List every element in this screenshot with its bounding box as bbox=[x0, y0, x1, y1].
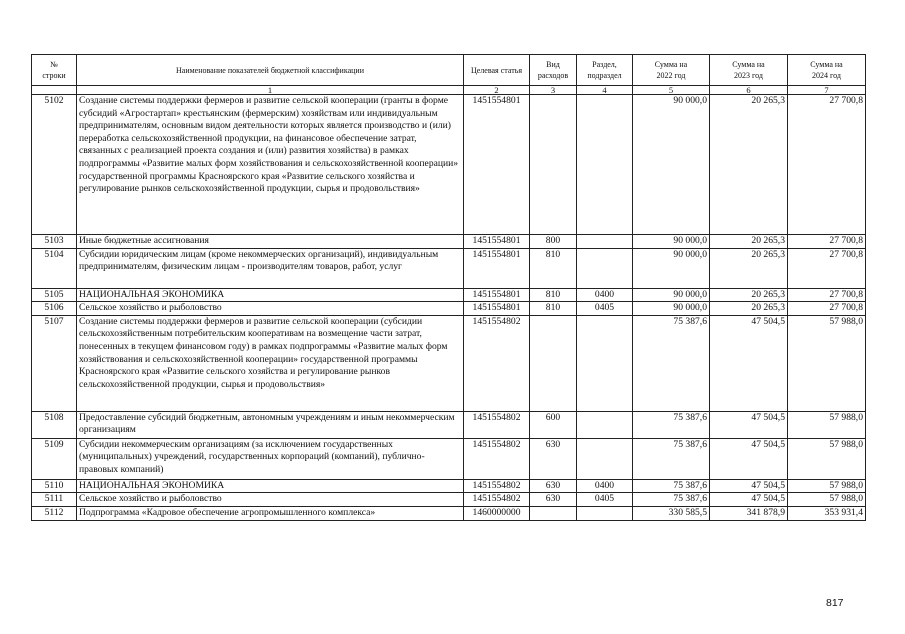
header-sum-2023: Сумма на 2023 год bbox=[710, 55, 788, 86]
row-number-cell: 5102 bbox=[32, 95, 77, 235]
sum-2022-cell: 75 387,6 bbox=[633, 315, 710, 411]
column-number: 3 bbox=[530, 86, 577, 95]
budget-table bbox=[31, 54, 866, 521]
sum-2024-cell: 353 931,4 bbox=[788, 506, 866, 520]
expense-type-cell: 810 bbox=[530, 302, 577, 316]
row-number-cell: 5106 bbox=[32, 302, 77, 316]
expense-type-cell: 800 bbox=[530, 235, 577, 249]
section-cell: 0400 bbox=[577, 288, 633, 302]
sum-2024-cell: 27 700,8 bbox=[788, 235, 866, 249]
sum-2022-cell: 90 000,0 bbox=[633, 302, 710, 316]
expense-type-cell bbox=[530, 95, 577, 235]
expense-type-cell: 630 bbox=[530, 479, 577, 493]
section-cell bbox=[577, 315, 633, 411]
header-target: Целевая статья bbox=[464, 55, 530, 86]
sum-2023-cell: 47 504,5 bbox=[710, 315, 788, 411]
sum-2024-cell: 57 988,0 bbox=[788, 438, 866, 479]
sum-2024-cell: 27 700,8 bbox=[788, 95, 866, 235]
sum-2022-cell: 90 000,0 bbox=[633, 288, 710, 302]
header-sum-2024: Сумма на 2024 год bbox=[788, 55, 866, 86]
target-article-cell: 1451554801 bbox=[464, 235, 530, 249]
header-sum-2022: Сумма на 2022 год bbox=[633, 55, 710, 86]
sum-2023-cell: 47 504,5 bbox=[710, 493, 788, 507]
sum-2024-cell: 27 700,8 bbox=[788, 288, 866, 302]
section-cell: 0405 bbox=[577, 302, 633, 316]
header-row-number: № строки bbox=[32, 55, 77, 86]
section-cell bbox=[577, 95, 633, 235]
row-number-cell: 5104 bbox=[32, 248, 77, 288]
target-article-cell: 1460000000 bbox=[464, 506, 530, 520]
table-row bbox=[32, 288, 866, 302]
sum-2024-cell: 57 988,0 bbox=[788, 315, 866, 411]
sum-2022-cell: 75 387,6 bbox=[633, 411, 710, 438]
expense-type-cell: 600 bbox=[530, 411, 577, 438]
target-article-cell: 1451554801 bbox=[464, 95, 530, 235]
table-row bbox=[32, 493, 866, 507]
table-row bbox=[32, 438, 866, 479]
expense-type-cell: 630 bbox=[530, 493, 577, 507]
section-cell bbox=[577, 438, 633, 479]
table-row bbox=[32, 479, 866, 493]
sum-2022-cell: 75 387,6 bbox=[633, 493, 710, 507]
column-number: 1 bbox=[77, 86, 464, 95]
sum-2024-cell: 57 988,0 bbox=[788, 493, 866, 507]
indicator-name-cell: Подпрограмма «Кадровое обеспечение агропромышленного комплекса» bbox=[77, 506, 464, 520]
table-row bbox=[32, 302, 866, 316]
indicator-name-cell: Субсидии юридическим лицам (кроме некоммерческих организаций), индивидуальным предпринимателям, физическим лицам - производителям товаров, работ, услуг bbox=[77, 248, 464, 288]
header-section: Раздел, подраздел bbox=[577, 55, 633, 86]
row-number-cell: 5108 bbox=[32, 411, 77, 438]
column-numbers-row bbox=[32, 86, 866, 95]
table-row bbox=[32, 411, 866, 438]
target-article-cell: 1451554802 bbox=[464, 438, 530, 479]
target-article-cell: 1451554802 bbox=[464, 493, 530, 507]
target-article-cell: 1451554802 bbox=[464, 411, 530, 438]
indicator-name-cell: Субсидии некоммерческим организациям (за исключением государственных (муниципальных) учреждений, государственных корпораций (компаний), публично-правовых компаний) bbox=[77, 438, 464, 479]
expense-type-cell bbox=[530, 315, 577, 411]
table-row bbox=[32, 315, 866, 411]
expense-type-cell: 810 bbox=[530, 248, 577, 288]
row-number-cell: 5112 bbox=[32, 506, 77, 520]
sum-2022-cell: 75 387,6 bbox=[633, 479, 710, 493]
indicator-name-cell: Сельское хозяйство и рыболовство bbox=[77, 493, 464, 507]
row-number-cell: 5111 bbox=[32, 493, 77, 507]
expense-type-cell bbox=[530, 506, 577, 520]
column-number bbox=[32, 86, 77, 95]
sum-2023-cell: 47 504,5 bbox=[710, 438, 788, 479]
section-cell bbox=[577, 411, 633, 438]
sum-2022-cell: 90 000,0 bbox=[633, 248, 710, 288]
section-cell bbox=[577, 506, 633, 520]
sum-2023-cell: 20 265,3 bbox=[710, 248, 788, 288]
indicator-name-cell: Предоставление субсидий бюджетным, автономным учреждениям и иным некоммерческим организациям bbox=[77, 411, 464, 438]
target-article-cell: 1451554802 bbox=[464, 479, 530, 493]
page-number: 817 bbox=[826, 597, 844, 609]
sum-2023-cell: 20 265,3 bbox=[710, 302, 788, 316]
section-cell: 0405 bbox=[577, 493, 633, 507]
expense-type-cell: 630 bbox=[530, 438, 577, 479]
row-number-cell: 5107 bbox=[32, 315, 77, 411]
header-name: Наименование показателей бюджетной классификации bbox=[77, 55, 464, 86]
section-cell: 0400 bbox=[577, 479, 633, 493]
sum-2023-cell: 47 504,5 bbox=[710, 479, 788, 493]
table-row bbox=[32, 95, 866, 235]
indicator-name-cell: Сельское хозяйство и рыболовство bbox=[77, 302, 464, 316]
sum-2022-cell: 90 000,0 bbox=[633, 235, 710, 249]
target-article-cell: 1451554801 bbox=[464, 302, 530, 316]
sum-2024-cell: 27 700,8 bbox=[788, 302, 866, 316]
column-number: 5 bbox=[633, 86, 710, 95]
table-body bbox=[32, 95, 866, 521]
indicator-name-cell: Создание системы поддержки фермеров и развитие сельской кооперации (субсидии сельскохозяйственным потребительским кооперативам на возмещение части затрат, понесенных в текущем финансовом году) в рамках подпрограммы «Развитие малых форм хозяйствования и сельскохозяйственной кооперации» государственной программы Красноярского края «Развитие сельского хозяйства и регулирование рынков сельскохозяйственной продукции, сырья и продовольствия» bbox=[77, 315, 464, 411]
sum-2023-cell: 341 878,9 bbox=[710, 506, 788, 520]
column-number: 7 bbox=[788, 86, 866, 95]
sum-2023-cell: 20 265,3 bbox=[710, 95, 788, 235]
header-row bbox=[32, 55, 866, 86]
table-row bbox=[32, 248, 866, 288]
table-row bbox=[32, 235, 866, 249]
header-kind: Вид расходов bbox=[530, 55, 577, 86]
expense-type-cell: 810 bbox=[530, 288, 577, 302]
section-cell bbox=[577, 248, 633, 288]
sum-2022-cell: 90 000,0 bbox=[633, 95, 710, 235]
sum-2023-cell: 47 504,5 bbox=[710, 411, 788, 438]
sum-2024-cell: 57 988,0 bbox=[788, 479, 866, 493]
column-number: 4 bbox=[577, 86, 633, 95]
row-number-cell: 5109 bbox=[32, 438, 77, 479]
row-number-cell: 5110 bbox=[32, 479, 77, 493]
indicator-name-cell: Иные бюджетные ассигнования bbox=[77, 235, 464, 249]
section-cell bbox=[577, 235, 633, 249]
target-article-cell: 1451554801 bbox=[464, 288, 530, 302]
sum-2024-cell: 57 988,0 bbox=[788, 411, 866, 438]
target-article-cell: 1451554802 bbox=[464, 315, 530, 411]
column-number: 6 bbox=[710, 86, 788, 95]
sum-2023-cell: 20 265,3 bbox=[710, 235, 788, 249]
indicator-name-cell: Создание системы поддержки фермеров и развитие сельской кооперации (гранты в форме субсидий «Агростартап» крестьянским (фермерским) хозяйствам или индивидуальным предпринимателям, основным видом деятельности которых является производство и (или) переработка сельскохозяйственной продукции, на финансовое обеспечение затрат, связанных с реализацией проекта создания и (или) развития хозяйства) в рамках подпрограммы «Развитие малых форм хозяйствования и сельскохозяйственной кооперации» государственной программы Красноярского края «Развитие сельского хозяйства и регулирование рынков сельскохозяйственной продукции, сырья и продовольствия» bbox=[77, 95, 464, 235]
target-article-cell: 1451554801 bbox=[464, 248, 530, 288]
column-number: 2 bbox=[464, 86, 530, 95]
table-row bbox=[32, 506, 866, 520]
sum-2024-cell: 27 700,8 bbox=[788, 248, 866, 288]
row-number-cell: 5105 bbox=[32, 288, 77, 302]
sum-2022-cell: 330 585,5 bbox=[633, 506, 710, 520]
sum-2022-cell: 75 387,6 bbox=[633, 438, 710, 479]
row-number-cell: 5103 bbox=[32, 235, 77, 249]
indicator-name-cell: НАЦИОНАЛЬНАЯ ЭКОНОМИКА bbox=[77, 288, 464, 302]
indicator-name-cell: НАЦИОНАЛЬНАЯ ЭКОНОМИКА bbox=[77, 479, 464, 493]
sum-2023-cell: 20 265,3 bbox=[710, 288, 788, 302]
